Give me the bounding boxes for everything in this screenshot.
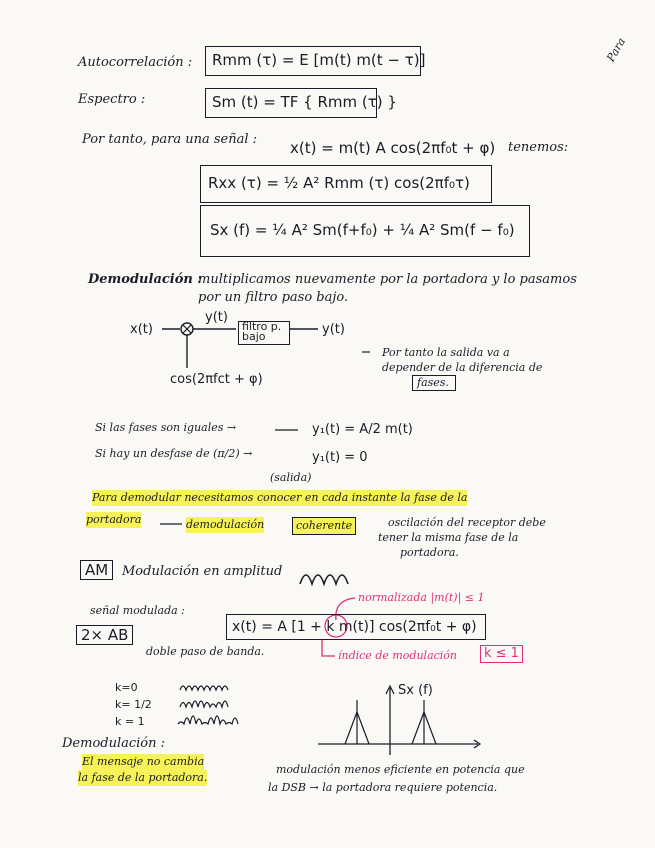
intro-tail: tenemos: xyxy=(508,140,569,155)
rxx-formula: Rxx (τ) = ½ A² Rmm (τ) cos(2πf₀τ) xyxy=(208,174,470,192)
diagram-x: x(t) xyxy=(130,322,153,337)
case1: Si las fases son iguales → xyxy=(95,421,237,434)
diagram-osc: cos(2πfct + φ) xyxy=(170,372,263,387)
corner-text: Para xyxy=(604,35,629,64)
note3: fases. xyxy=(417,376,449,389)
coherent-demod: demodulación xyxy=(186,518,265,531)
coherent-tag: coherente xyxy=(292,517,356,535)
am-k0: k=0 xyxy=(115,681,138,694)
demod2-l2: la fase de la portadora. xyxy=(78,771,208,784)
am-index: índice de modulación xyxy=(338,649,458,662)
diagram-y-mid: y(t) xyxy=(205,310,228,325)
spectrum-formula: Sm (t) = TF { Rmm (τ) } xyxy=(212,93,397,111)
coherent-line1: Para demodular necesitamos conocer en cada instante la fase de la xyxy=(92,491,468,504)
demod2-l1: El mensaje no cambia xyxy=(82,755,205,768)
demod-desc2: por un filtro paso bajo. xyxy=(198,290,349,305)
intro-text: Por tanto, para una señal : xyxy=(82,132,258,147)
am-tag: AM xyxy=(80,560,113,580)
coherent-portadora: portadora xyxy=(86,513,142,526)
spectrum-label: Espectro : xyxy=(78,92,146,107)
am-bw-text: doble paso de banda. xyxy=(146,645,265,658)
am-title: Modulación en amplitud xyxy=(122,564,283,579)
demod-desc1: multiplicamos nuevamente por la portadora y lo pasamos xyxy=(198,272,577,287)
case2-result: y₁(t) = 0 xyxy=(312,450,368,465)
sx-formula: Sx (f) = ¼ A² Sm(f+f₀) + ¼ A² Sm(f − f₀) xyxy=(210,221,515,239)
am-formula: x(t) = A [1 + k m(t)] cos(2πf₀t + φ) xyxy=(232,619,477,635)
case1-result: y₁(t) = A/2 m(t) xyxy=(312,422,413,437)
am-bw-tag: 2× AB xyxy=(76,625,133,645)
am-signal-label: señal modulada : xyxy=(90,604,185,617)
note2: depender de la diferencia de xyxy=(382,361,543,374)
autocorr-label: Autocorrelación : xyxy=(78,55,193,70)
coherent-osc2: tener la misma fase de la xyxy=(378,531,519,544)
demod2-eff2: la DSB → la portadora requiere potencia. xyxy=(268,781,498,794)
autocorr-formula: Rmm (τ) = E [m(t) m(t − τ)] xyxy=(212,51,426,69)
am-k1: k = 1 xyxy=(115,715,145,728)
case2: Si hay un desfase de (π/2) → xyxy=(95,447,253,460)
diagram-y-out: y(t) xyxy=(322,322,345,337)
case2-note: (salida) xyxy=(270,471,312,484)
intro-signal: x(t) = m(t) A cos(2πf₀t + φ) xyxy=(290,139,496,157)
am-k12: k= 1/2 xyxy=(115,698,152,711)
am-norm: normalizada |m(t)| ≤ 1 xyxy=(358,591,485,604)
demod2-title: Demodulación : xyxy=(62,736,166,751)
am-k-cond: k ≤ 1 xyxy=(480,645,523,663)
coherent-osc1: oscilación del receptor debe xyxy=(388,516,546,529)
demod2-eff1: modulación menos eficiente en potencia que xyxy=(276,763,525,776)
demod-title: Demodulación : xyxy=(88,272,203,287)
coherent-osc3: portadora. xyxy=(400,546,459,559)
filter-label: filtro p. bajo xyxy=(242,320,282,343)
am-sx: Sx (f) xyxy=(398,683,433,698)
note1: Por tanto la salida va a xyxy=(382,346,510,359)
